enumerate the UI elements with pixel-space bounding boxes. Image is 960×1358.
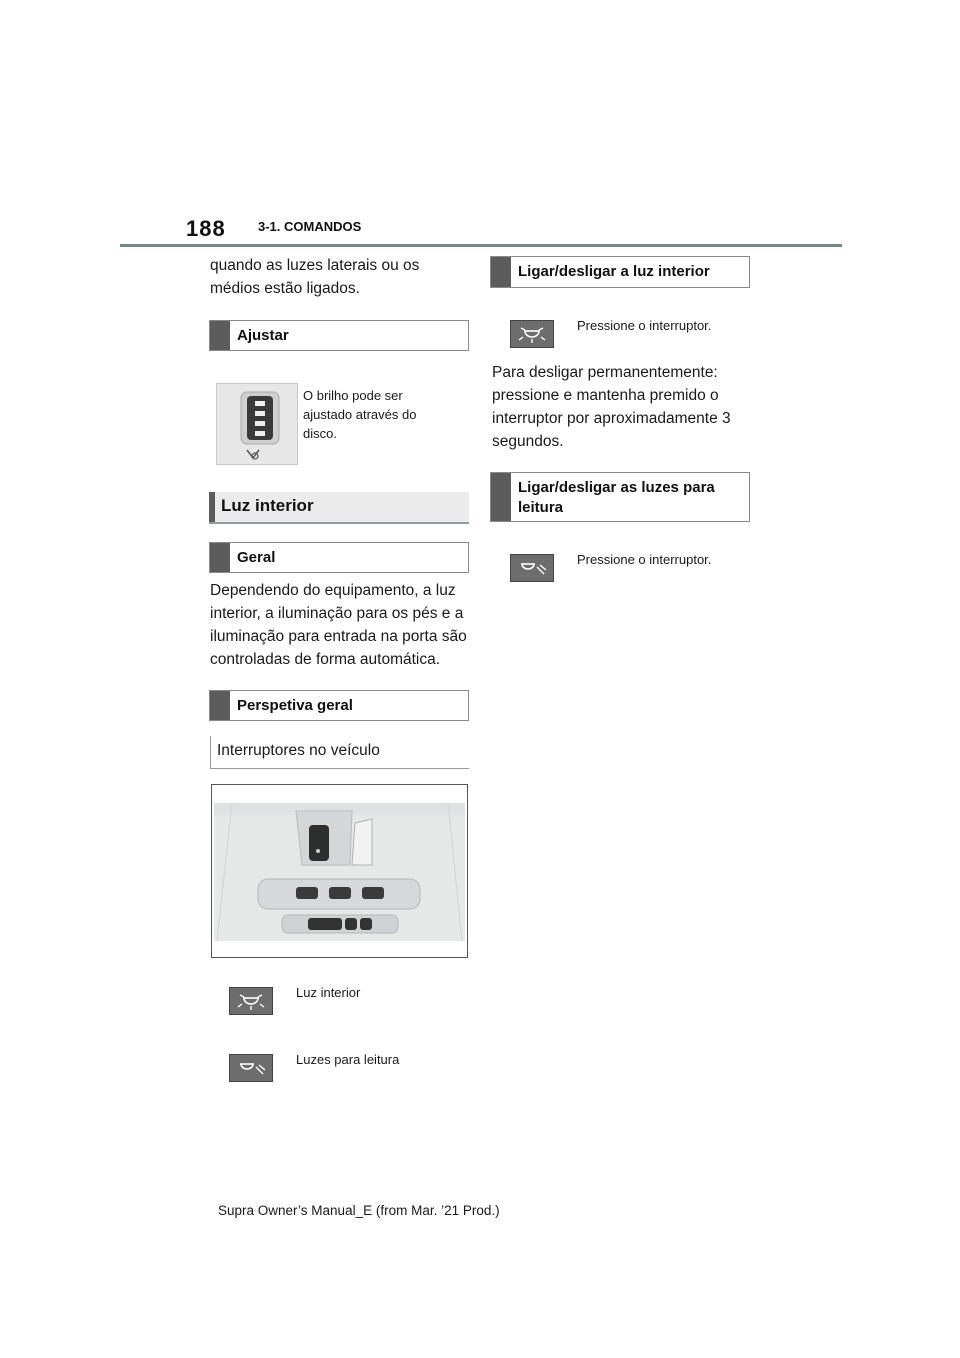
intro-paragraph: quando as luzes laterais ou os médios estão ligados.: [210, 257, 420, 297]
press-switch-text-1: Pressione o interruptor.: [577, 318, 712, 333]
heading-perspetiva-geral: [209, 690, 469, 721]
interior-light-icon: [229, 987, 273, 1015]
legend-interior-label: Luz interior: [296, 985, 361, 1000]
heading-toggle-interior: [490, 256, 750, 288]
overhead-console-photo: [211, 784, 468, 958]
dimmer-photo: [216, 383, 298, 465]
subheading-interruptores: [210, 736, 469, 769]
section-luz-interior: [209, 492, 469, 524]
reading-light-switch-icon: [510, 554, 554, 582]
heading-perspetiva-label: Perspetiva geral: [237, 697, 353, 714]
heading-ajustar: [209, 320, 469, 351]
heading-geral-label: Geral: [237, 549, 276, 566]
press-switch-text-2: Pressione o interruptor.: [577, 552, 712, 567]
dimmer-wheel-icon: [217, 384, 297, 464]
subheading-interruptores-label: Interruptores no veículo: [217, 742, 380, 759]
heading-ajustar-label: Ajustar: [237, 327, 289, 344]
permanent-off-paragraph: Para desligar permanentemente: pressione e mantenha premido o interruptor por aproximadamente 3 segundos.: [492, 364, 731, 450]
heading-toggle-reading-label: Ligar/desligar as luzes para leitura: [518, 479, 715, 516]
overhead-console-illustration: [212, 785, 467, 957]
chapter-title: 3-1. COMANDOS: [258, 219, 362, 234]
interior-light-switch-icon: [510, 320, 554, 348]
footer-text: Supra Owner’s Manual_E (from Mar. ’21 Prod.): [218, 1203, 500, 1218]
legend-reading-label: Luzes para leitura: [296, 1052, 400, 1067]
reading-light-icon: [229, 1054, 273, 1082]
header-divider: [120, 244, 842, 247]
heading-toggle-reading: [490, 472, 750, 522]
brightness-text: O brilho pode ser ajustado através do disco.: [303, 388, 417, 441]
heading-geral: [209, 542, 469, 573]
heading-toggle-interior-label: Ligar/desligar a luz interior: [518, 263, 710, 280]
section-luz-interior-label: Luz interior: [221, 496, 314, 515]
page-number: 188: [186, 216, 226, 241]
geral-paragraph: Dependendo do equipamento, a luz interior, a iluminação para os pés e a iluminação para entrada na porta são controladas de forma automática.: [210, 582, 467, 668]
